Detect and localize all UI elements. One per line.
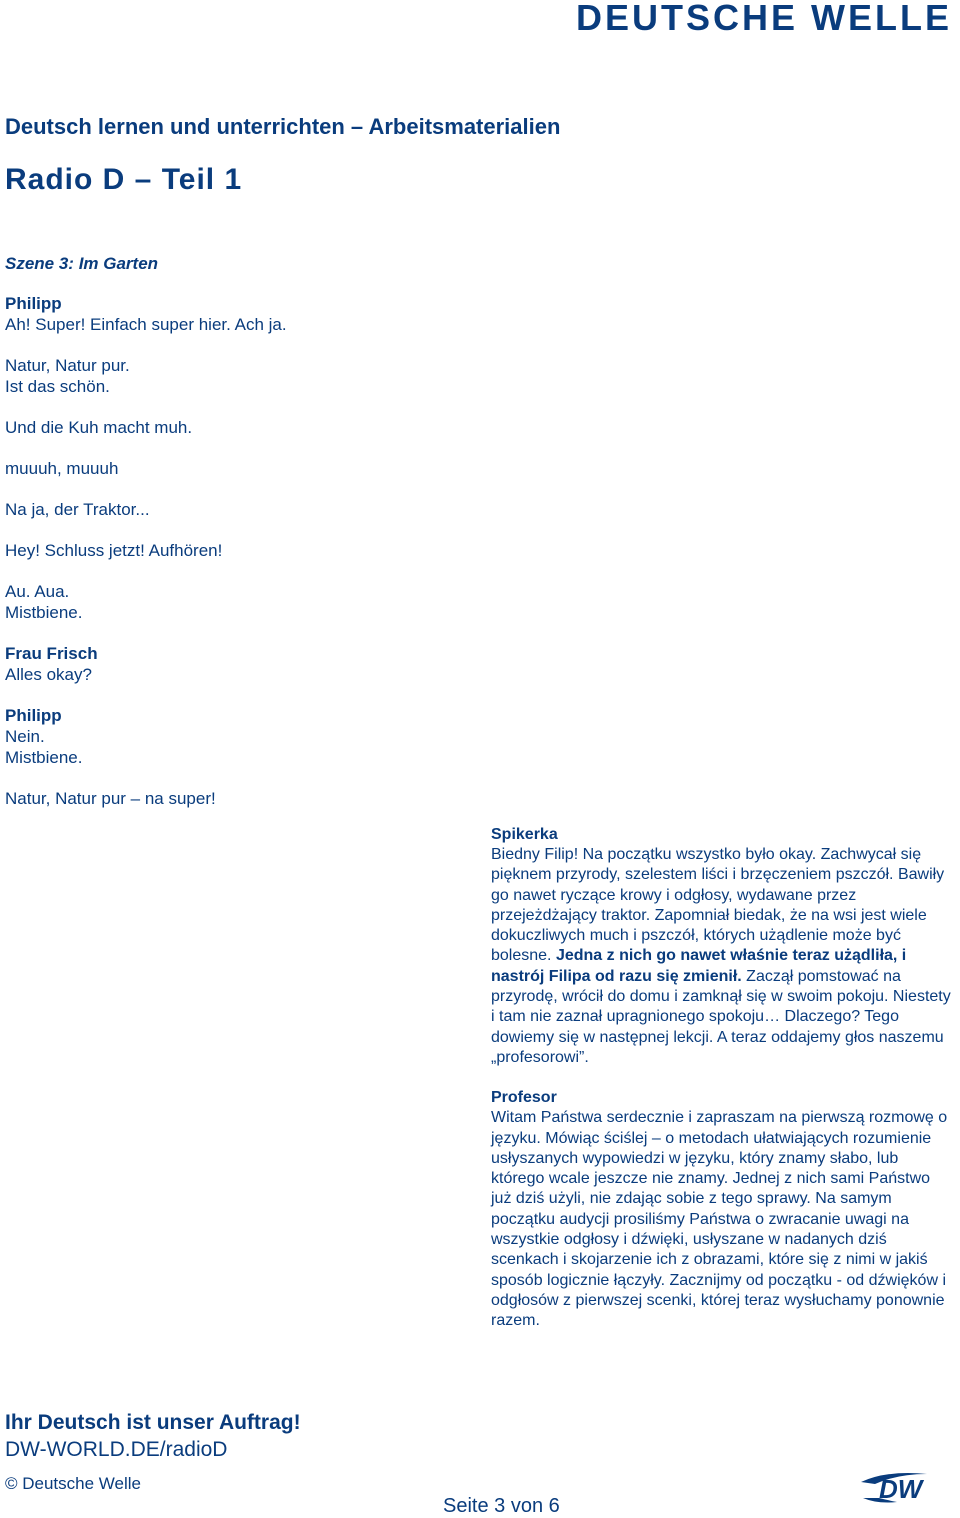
dialog-line: Mistbiene. [5,603,83,622]
dialog-column [5,293,465,809]
commentary-column [491,825,953,1332]
line-gap [5,685,465,705]
line-gap [5,479,465,499]
footer-slogan: Ihr Deutsch ist unser Auftrag! [5,1411,301,1434]
speaker-profesor: Profesor [491,1089,557,1107]
scene-heading: Szene 3: Im Garten [5,254,159,273]
line-gap [5,397,465,417]
line-gap [5,768,465,788]
dialog-speaker: Frau Frisch [5,644,98,663]
dialog-line: Alles okay? [5,665,92,684]
dialog-line: Na ja, der Traktor... [5,500,150,519]
dialog-line: Hey! Schluss jetzt! Aufhören! [5,541,223,560]
dialog-line: Nein. [5,727,45,746]
spikerka-text-1: Biedny Filip! Na początku wszystko było okay. Zachwycał się pięknem przyrody, szelestem liści i brzęczeniem pszczół. Bawiły go nawet ryczące krowy i odgłosy, wydawane przez przejeżdżający traktor. Zapomniał biedak, że na wsi jest wiele dokuczliwych much i pszczół, których użądlenie może być bolesne. [491,846,945,965]
spikerka-text [491,845,953,1068]
series-subtitle: Deutsch lernen und unterrichten – Arbeitsmaterialien [5,114,561,139]
line-gap [5,335,465,355]
brand-wordmark: DEUTSCHE WELLE [575,0,952,38]
dialog-line: Ist das schön. [5,377,110,396]
profesor-text: Witam Państwa serdecznie i zapraszam na pierwszą rozmowę o języku. Mówiąc ściślej – o metodach ułatwiających rozumienie usłyszanych wypowiedzi w języku, który znamy słabo, lub którego wcale jeszcze nie znamy. Jednej z nich sami Państwo już dziś użyli, nie zdając sobie z tego sprawy. Na samym początku audycji prosiliśmy Państwa o zwracanie uwagi na wszystkie odgłosy i dźwięki, usłyszane w nadanych dziś scenkach i skojarzenie ich z obrazami, które się z nimi w jakiś sposób logicznie łączyły. Zacznijmy od początku - od dźwięków i odgłosów z pierwszej scenki, której teraz wysłuchamy ponownie razem. [491,1109,948,1330]
footer-url[interactable]: DW-WORLD.DE/radioD [5,1438,228,1461]
dialog-line: Au. Aua. [5,582,70,601]
dialog-line: Mistbiene. [5,748,83,767]
line-gap [5,438,465,458]
line-gap [5,623,465,643]
dialog-speaker: Philipp [5,706,62,725]
page-title: Radio D – Teil 1 [5,163,243,196]
speaker-spikerka: Spikerka [491,826,558,843]
spikerka-text-bold: Jedna z nich go nawet właśnie teraz użądliła, i nastrój Filipa od razu się zmienił. [491,947,907,985]
page-number: Seite 3 von 6 [443,1495,560,1517]
dialog-line: Und die Kuh macht muh. [5,418,193,437]
spikerka-text-2: Zaczął pomstować na przyrodę, wrócił do domu i zamknął się w swoim pokoju. Niestety i tam nie zaznał upragnionego spokoju… Dlaczego? Tego dowiemy się w następnej lekcji. A teraz oddajemy głos naszemu „profesorowi”. [491,967,951,1066]
dialog-line: Natur, Natur pur – na super! [5,789,216,808]
line-gap [5,520,465,540]
dialog-line: Ah! Super! Einfach super hier. Ach ja. [5,315,287,334]
dialog-line: muuuh, muuuh [5,459,119,478]
line-gap [5,561,465,581]
dialog-speaker: Philipp [5,294,62,313]
dialog-line: Natur, Natur pur. [5,356,130,375]
footer-copyright: © Deutsche Welle [5,1474,141,1493]
dw-logo-text: DW [879,1474,923,1504]
dw-logo-icon [857,1468,952,1508]
